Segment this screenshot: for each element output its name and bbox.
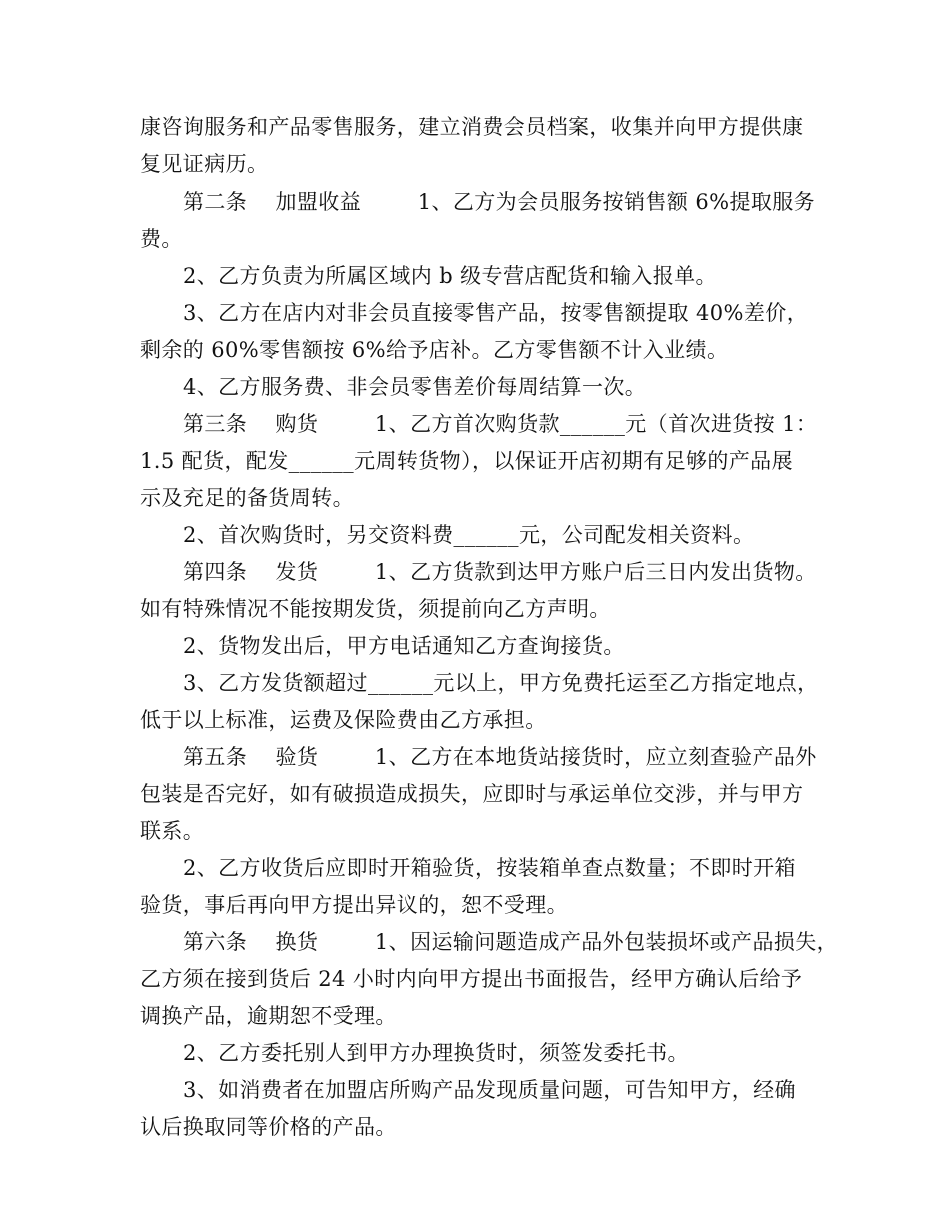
- text-line: 如有特殊情况不能按期发货，须提前向乙方声明。: [140, 597, 611, 621]
- text-line: 费。: [140, 227, 183, 251]
- text-line: 第六条 换货 1、因运输问题造成产品外包装损坏或产品损失，: [183, 930, 839, 954]
- text-line: 2、乙方负责为所属区域内 b 级专营店配货和输入报单。: [183, 264, 717, 288]
- text-line: 乙方须在接到货后 24 小时内向甲方提出书面报告，经甲方确认后给予: [140, 967, 803, 991]
- text-line: 联系。: [140, 819, 205, 843]
- text-line: 复见证病历。: [140, 152, 269, 176]
- text-line: 3、乙方发货额超过______元以上，甲方免费托运至乙方指定地点，: [183, 671, 819, 695]
- text-line: 3、乙方在店内对非会员直接零售产品，按零售额提取 40%差价，: [183, 301, 809, 325]
- text-line: 示及充足的备货周转。: [140, 486, 354, 510]
- text-line: 包装是否完好，如有破损造成损失，应即时与承运单位交涉，并与甲方: [140, 782, 804, 806]
- text-line: 调换产品，逾期恕不受理。: [140, 1004, 397, 1028]
- text-line: 低于以上标准，运费及保险费由乙方承担。: [140, 708, 547, 732]
- text-line: 1.5 配货，配发______元周转货物），以保证开店初期有足够的产品展: [140, 449, 793, 473]
- text-line: 4、乙方服务费、非会员零售差价每周结算一次。: [183, 375, 647, 399]
- text-line: 2、首次购货时，另交资料费______元，公司配发相关资料。: [183, 523, 755, 547]
- text-line: 剩余的 60%零售额按 6%给予店补。乙方零售额不计入业绩。: [140, 338, 729, 362]
- text-line: 第三条 购货 1、乙方首次购货款______元（首次进货按 1：: [183, 412, 818, 436]
- text-line: 3、如消费者在加盟店所购产品发现质量问题，可告知甲方，经确: [183, 1078, 796, 1102]
- text-line: 第四条 发货 1、乙方货款到达甲方账户后三日内发出货物。: [183, 560, 817, 584]
- text-line: 2、货物发出后，甲方电话通知乙方查询接货。: [183, 634, 625, 658]
- text-line: 第二条 加盟收益 1、乙方为会员服务按销售额 6%提取服务: [183, 190, 816, 214]
- text-line: 认后换取同等价格的产品。: [140, 1115, 397, 1139]
- text-line: 第五条 验货 1、乙方在本地货站接货时，应立刻查验产品外: [183, 745, 817, 769]
- text-line: 验货，事后再向甲方提出异议的，恕不受理。: [140, 893, 568, 917]
- text-line: 2、乙方委托别人到甲方办理换货时，须签发委托书。: [183, 1041, 689, 1065]
- text-line: 2、乙方收货后应即时开箱验货，按装箱单查点数量；不即时开箱: [183, 856, 796, 880]
- text-line: 康咨询服务和产品零售服务，建立消费会员档案，收集并向甲方提供康: [140, 115, 804, 139]
